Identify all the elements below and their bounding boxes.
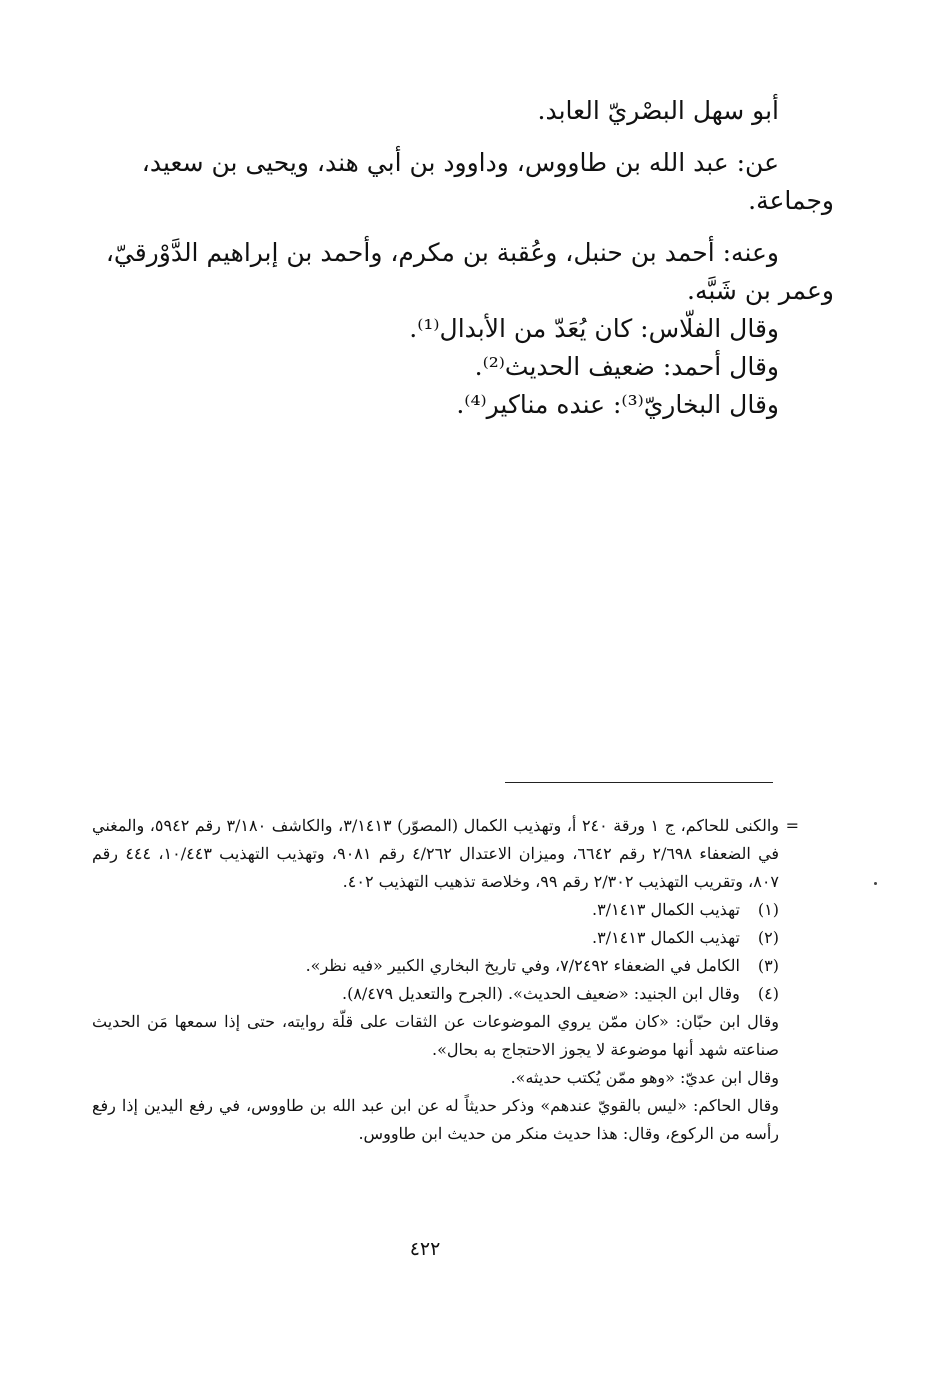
narrated-by-line: وعنه: أحمد بن حنبل، وعُقبة بن مكرم، وأحمد بن إبراهيم الدَّوْرقيّ، [105,238,779,267]
footnote-3-number: (٣) [757,956,779,975]
footnote-4-hakim: وقال الحاكم: «ليس بالقويّ عندهم» وذكر حديثاً له عن ابن عبد الله بن طاووس، في رفع اليدين إذا رفع رأسه من الركوع، وقال: هذا حديث منكر من حديث ابن طاووس. [92,1096,779,1143]
narrated-by-paragraph [90,234,834,310]
footnote-divider [505,782,773,783]
footnote-continuation: والكنى للحاكم، ج ١ ورقة ٢٤٠ أ، وتهذيب الكمال (المصوّر) ٣/١٤١٣، والكاشف ٣/١٨٠ رقم ٥٩٤٢، والمغني في الضعفاء ٢/٦٩٨ رقم ٦٦٤٢، وميزان الاعتدال ٤/٢٦٢ رقم ٩٠٨١، وتهذيب التهذيب ١٠/٤٤٣، ٤٤٤ رقم ٨٠٧، وتقريب التهذيب ٢/٣٠٢ رقم ٩٩، وخلاصة تذهيب التهذيب ٤٠٢. [92,816,780,891]
footnote-1-number: (١) [757,900,779,919]
narrated-from-paragraph [90,144,834,220]
footnote-4 [92,980,779,1008]
bukhari-statement: وقال البخاريّ⁽³⁾: عنده مناكير⁽⁴⁾. [456,390,779,419]
continuation-mark: = [785,816,799,835]
footnote-2-number: (٢) [757,928,779,947]
footnote-1-text: تهذيب الكمال ٣/١٤١٣. [591,900,740,919]
narrated-by-continuation: وعمر بن شَبَّه. [687,276,834,305]
footnote-1 [92,896,779,924]
margin-speck [874,882,877,885]
footnote-4-text: وقال ابن الجنيد: «ضعيف الحديث». (الجرح والتعديل ٨/٤٧٩). [341,984,740,1003]
footnote-2-text: تهذيب الكمال ٣/١٤١٣. [591,928,740,947]
page-number: ٤٢٢ [409,1238,441,1260]
footnote-4-ibn-adi: وقال ابن عديّ: «وهو ممّن يُكتب حديثه». [510,1068,779,1087]
footnote-3 [92,952,779,980]
footnote-3-text: الكامل في الضعفاء ٧/٢٤٩٢، وفي تاريخ البخاري الكبير «فيه نظر». [305,956,740,975]
narrator-title-line: أبو سهل البصْريّ العابد. [537,96,779,125]
footnotes [92,812,799,1148]
footnote-2 [92,924,779,952]
main-text [90,92,834,424]
narrated-from-line: عن: عبد الله بن طاووس، وداوود بن أبي هند، ويحيى بن سعيد، [141,148,779,177]
narrated-from-continuation: وجماعة. [748,186,834,215]
footnote-4-number: (٤) [757,984,779,1003]
footnote-4-ibn-hibban: وقال ابن حبّان: «كان ممّن يروي الموضوعات عن الثقات على قلّة روايته، حتى إذا سمعها مَن الحديث صناعته شهد أنها موضوعة لا يجوز الاحتجاج به بحال». [92,1012,779,1059]
ahmad-statement: وقال أحمد: ضعيف الحديث⁽²⁾. [474,352,779,381]
fallas-statement: وقال الفلّاس: كان يُعَدّ من الأبدال⁽¹⁾. [409,314,779,343]
